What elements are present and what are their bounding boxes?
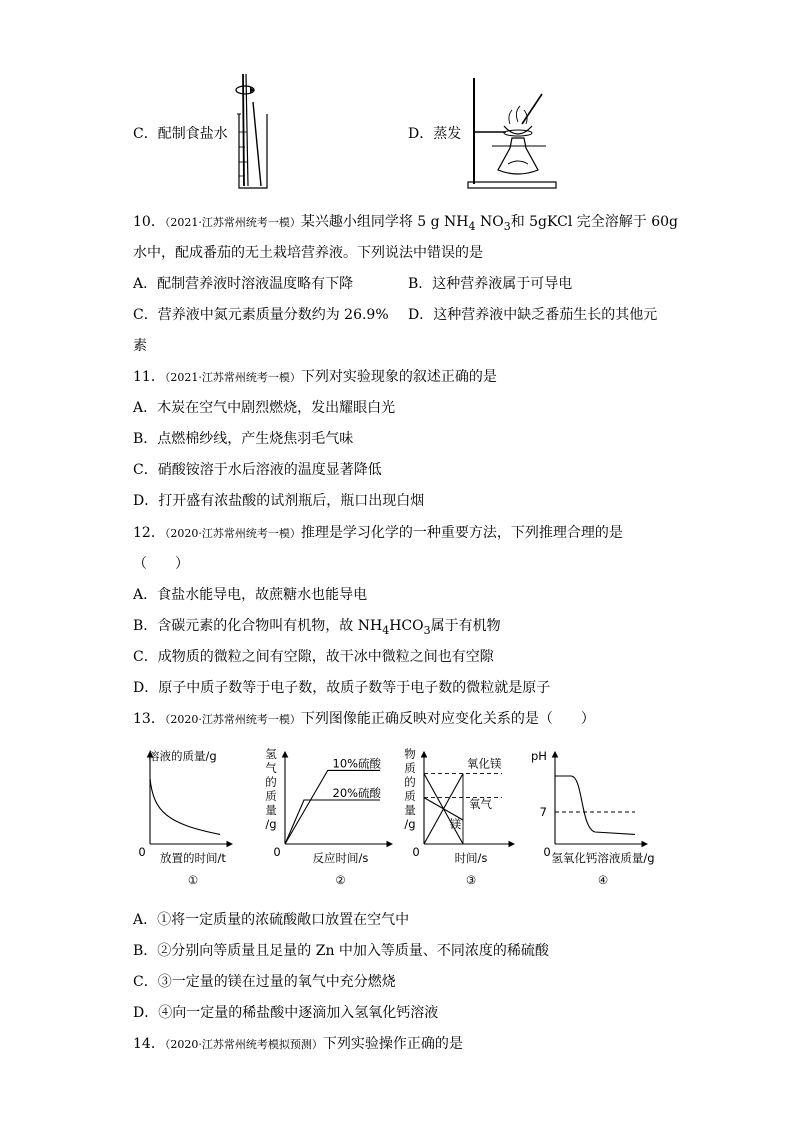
- graph-caption: ③: [465, 873, 477, 887]
- origin-label: 0: [273, 845, 281, 859]
- evaporation-apparatus-illustration: [466, 76, 562, 192]
- q13-option-a: A．①将一定质量的浓硫酸敞口放置在空气中: [133, 912, 410, 928]
- option-c-label: C．配制食盐水: [133, 126, 228, 142]
- y-axis-label-char: /g: [404, 817, 416, 831]
- q13-option-d: D．④向一定量的稀盐酸中逐滴加入氢氧化钙溶液: [133, 1005, 439, 1021]
- q11-option-b: B．点燃棉纱线，产生烧焦羽毛气味: [133, 431, 354, 447]
- x-axis-label: 时间/s: [454, 851, 488, 865]
- q14-stem: 14．（2020·江苏常州统考模拟预测）下列实验操作正确的是: [133, 1036, 463, 1052]
- series-line: [150, 778, 220, 834]
- series-label: 镁: [449, 817, 462, 831]
- q10-number: 10．: [133, 214, 165, 230]
- q12-option-a: A．食盐水能导电，故蔗糖水也能导电: [133, 587, 368, 603]
- y-axis-label-char: 量: [404, 803, 416, 817]
- y-axis-label-char: 质: [404, 789, 416, 803]
- y-axis-label-char: /g: [265, 817, 277, 831]
- beaker-stirring-illustration: [225, 72, 275, 194]
- q10-option-c: C．营养液中氮元素质量分数约为 26.9%: [133, 307, 389, 323]
- q12-stem: 12．（2020·江苏常州统考一模）推理是学习化学的一种重要方法，下列推理合理的是: [133, 525, 623, 541]
- q13-option-b: B．②分别向等质量且足量的 Zn 中加入等质量、不同浓度的稀硫酸: [133, 943, 549, 959]
- series-label: 氧化镁: [467, 756, 502, 771]
- q10-option-b: B．这种营养液属于可导电: [408, 276, 573, 292]
- origin-label: 0: [543, 845, 551, 859]
- q11-stem: 11．（2021·江苏常州统考一模）下列对实验现象的叙述正确的是: [133, 369, 497, 385]
- x-axis-label: 反应时间/s: [312, 851, 369, 865]
- y-axis-label-char: 的: [265, 775, 277, 789]
- q10-option-d-cont: 素: [133, 338, 147, 354]
- graph-caption: ②: [335, 873, 346, 887]
- x-axis-label: 氢氧化钙溶液质量/g: [551, 851, 655, 865]
- series-line: [285, 770, 380, 844]
- graph-caption: ④: [597, 873, 609, 887]
- y-axis-label-char: 的: [404, 775, 416, 789]
- q12-paren: （ ）: [133, 556, 189, 572]
- origin-label: 0: [138, 845, 146, 859]
- series-line: [285, 800, 380, 844]
- q11-option-a: A．木炭在空气中剧烈燃烧，发出耀眼白光: [133, 400, 396, 416]
- q12-option-d: D．原子中质子数等于电子数，故质子数等于电子数的微粒就是原子: [133, 680, 551, 696]
- series-label: 10%硫酸: [332, 756, 382, 771]
- y-axis-label-char: 氢: [265, 747, 277, 761]
- q11-option-d: D．打开盛有浓盐酸的试剂瓶后，瓶口出现白烟: [133, 493, 425, 509]
- series-label: 氧气: [469, 797, 492, 811]
- y-axis-label: 溶液的质量/g: [148, 749, 217, 763]
- q12-option-c: C．成物质的微粒之间有空隙，故干冰中微粒之间也有空隙: [133, 649, 494, 665]
- y-axis-label-char: 气: [265, 761, 277, 775]
- reference-label: 7: [539, 805, 547, 819]
- series-label: 20%硫酸: [332, 786, 382, 800]
- q10-option-a: A．配制营养液时溶液温度略有下降: [133, 276, 354, 292]
- y-axis-label: pH: [531, 749, 547, 763]
- y-axis-label-char: 质: [404, 761, 416, 775]
- series-line: [555, 776, 635, 834]
- q13-stem: 13．（2020·江苏常州统考一模）下列图像能正确反映对应变化关系的是（ ）: [133, 711, 595, 727]
- q10-line2: 水中，配成番茄的无土栽培营养液。下列说法中错误的是: [133, 245, 483, 261]
- origin-label: 0: [412, 845, 420, 859]
- q11-option-c: C．硝酸铵溶于水后溶液的温度显著降低: [133, 462, 382, 478]
- graph-caption: ①: [187, 873, 199, 887]
- x-axis-label: 放置的时间/t: [160, 851, 226, 865]
- q10-source: （2021·江苏常州统考一模）: [164, 216, 301, 229]
- q10-option-d: D．这种营养液中缺乏番茄生长的其他元: [408, 307, 658, 323]
- q13-graphs: [0, 740, 794, 890]
- q13-option-c: C．③一定量的镁在过量的氧气中充分燃烧: [133, 974, 396, 990]
- q12-option-b: B．含碳元素的化合物叫有机物，故 $NH_4HCO_3$属于有机物: [133, 618, 501, 637]
- y-axis-label-char: 质: [265, 789, 277, 803]
- y-axis-label-char: 物: [404, 747, 416, 761]
- y-axis-label-char: 量: [265, 803, 277, 817]
- option-d-label: D．蒸发: [408, 126, 462, 142]
- q10-line1: 10．（2021·江苏常州统考一模）某兴趣小组同学将 5 g $NH_4$ $NO_3$和 5gKCl 完全溶解于 60g: [133, 214, 678, 233]
